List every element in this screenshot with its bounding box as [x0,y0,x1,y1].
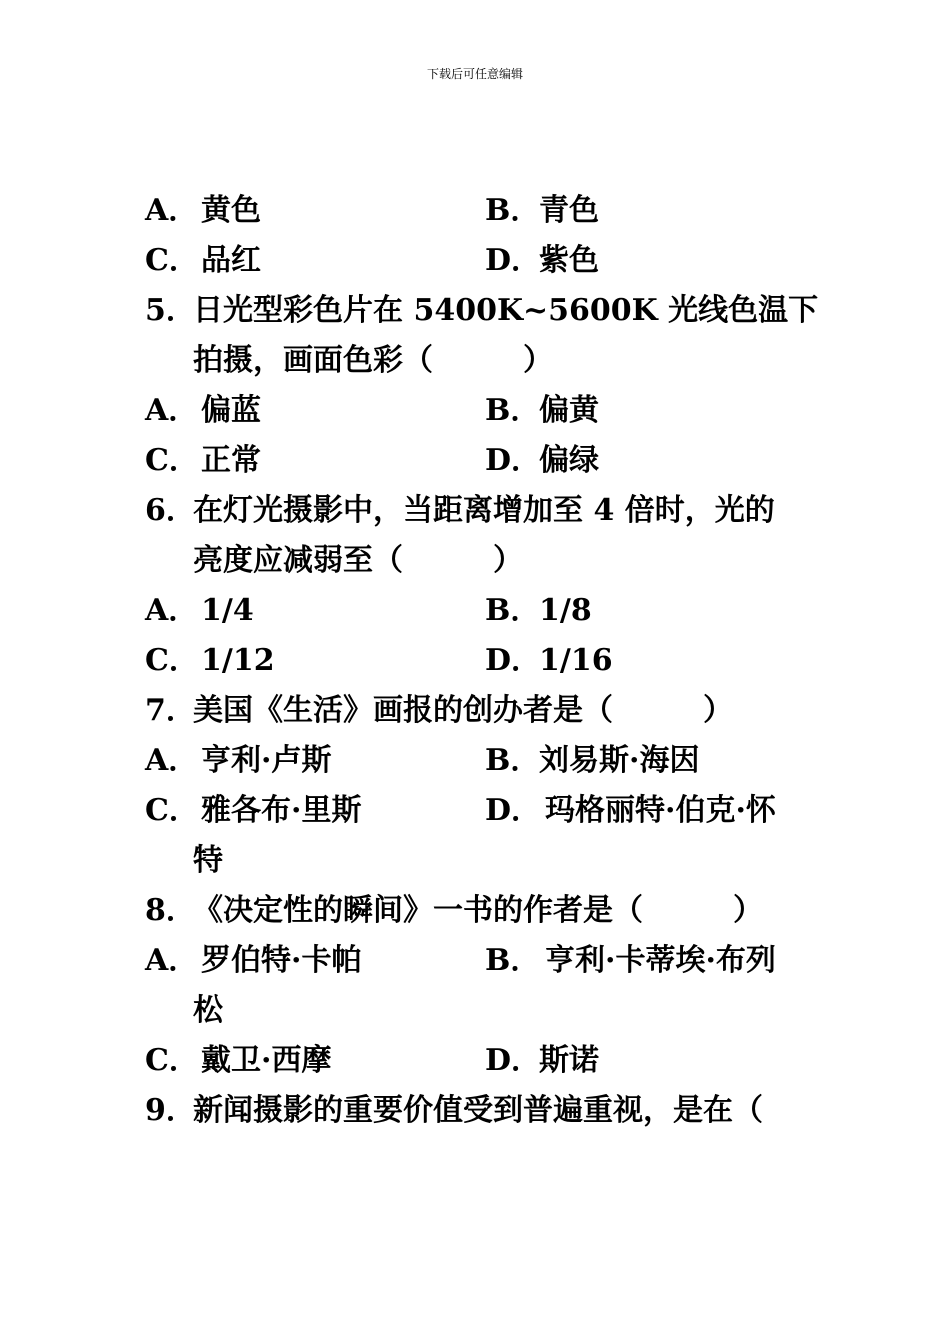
option-letter: D． [485,643,542,678]
option-text: 1/12 [201,643,275,678]
option-letter: C． [145,1043,199,1078]
question-text-continued: 亮度应减弱至（ ） [193,543,523,578]
option-letter: B． [485,743,541,778]
question-text: 日光型彩色片在 5400K~5600K 光线色温下 [193,293,819,328]
option-text: 1/4 [201,593,254,628]
option-text: 刘易斯·海因 [539,743,700,778]
q6-option-c [145,636,275,686]
question-number: 9． [145,1093,196,1128]
option-text: 偏绿 [539,443,599,478]
q7-option-d [485,786,776,836]
q7-options-row-2 [145,786,810,886]
option-text: 罗伯特·卡帕 [201,943,362,978]
option-letter: D． [485,1043,542,1078]
page-header [0,66,950,82]
option-letter: D． [485,243,542,278]
question-text-continued: 拍摄，画面色彩（ ） [193,343,553,378]
option-text: 偏蓝 [201,393,261,428]
q6-options-row-1 [145,586,810,636]
q4-option-b [485,186,599,236]
option-text: 亨利·卡蒂埃·布列 [545,943,776,978]
option-letter: D． [485,443,542,478]
question-text: 新闻摄影的重要价值受到普遍重视，是在（ [193,1093,763,1128]
q7-option-a [145,736,331,786]
q4-options-row-1 [145,186,810,236]
q6-option-d [485,636,613,686]
option-text: 亨利·卢斯 [201,743,332,778]
q6-option-b [485,586,592,636]
question-9 [145,1086,810,1136]
option-letter: A． [145,193,199,228]
question-text: 美国《生活》画报的创办者是（ ） [193,693,733,728]
question-number: 5． [145,293,196,328]
q6-option-a [145,586,254,636]
q5-option-a [145,386,261,436]
option-letter: B． [485,193,541,228]
q5-option-b [485,386,599,436]
question-number: 8． [145,893,196,928]
q5-option-c [145,436,261,486]
document-body [145,186,819,1136]
question-8 [145,886,810,936]
q5-options-row-2 [145,436,810,486]
q7-option-b [485,736,699,786]
q8-option-c [145,1036,331,1086]
question-5 [145,286,819,386]
q4-option-c [145,236,261,286]
q8-options-row-1 [145,936,810,1036]
q4-option-a [145,186,261,236]
q8-option-b-continued: 松 [193,993,223,1028]
option-text: 青色 [539,193,599,228]
option-text: 品红 [201,243,261,278]
question-text: 《决定性的瞬间》一书的作者是（ ） [193,893,763,928]
question-number: 7． [145,693,196,728]
option-letter: B． [485,943,541,978]
option-letter: B． [485,393,541,428]
option-letter: C． [145,643,199,678]
question-6 [145,486,810,586]
option-text: 紫色 [539,243,599,278]
q5-option-d [485,436,599,486]
option-text: 雅各布·里斯 [201,793,362,828]
q5-options-row-1 [145,386,810,436]
q8-option-b [485,936,776,986]
option-letter: A． [145,593,199,628]
option-letter: C． [145,243,199,278]
q8-option-a [145,936,361,986]
option-text: 斯诺 [539,1043,599,1078]
q7-option-c [145,786,361,836]
header-text: 下载后可任意编辑 [426,67,523,81]
question-text: 在灯光摄影中，当距离增加至 4 倍时，光的 [193,493,775,528]
option-text: 1/8 [539,593,592,628]
option-text: 1/16 [539,643,613,678]
question-7 [145,686,810,736]
q4-option-d [485,236,599,286]
q4-options-row-2 [145,236,810,286]
option-letter: A． [145,743,199,778]
question-number: 6． [145,493,196,528]
option-letter: C． [145,793,199,828]
q8-option-d [485,1036,599,1086]
option-text: 黄色 [201,193,261,228]
q8-options-row-2 [145,1036,810,1086]
q6-options-row-2 [145,636,810,686]
q7-options-row-1 [145,736,810,786]
option-letter: B． [485,593,541,628]
option-text: 戴卫·西摩 [201,1043,332,1078]
option-letter: A． [145,393,199,428]
option-letter: D． [485,793,542,828]
option-letter: C． [145,443,199,478]
option-letter: A． [145,943,199,978]
q7-option-d-continued: 特 [193,843,223,878]
option-text: 玛格丽特·伯克·怀 [545,793,776,828]
option-text: 偏黄 [539,393,599,428]
option-text: 正常 [201,443,261,478]
